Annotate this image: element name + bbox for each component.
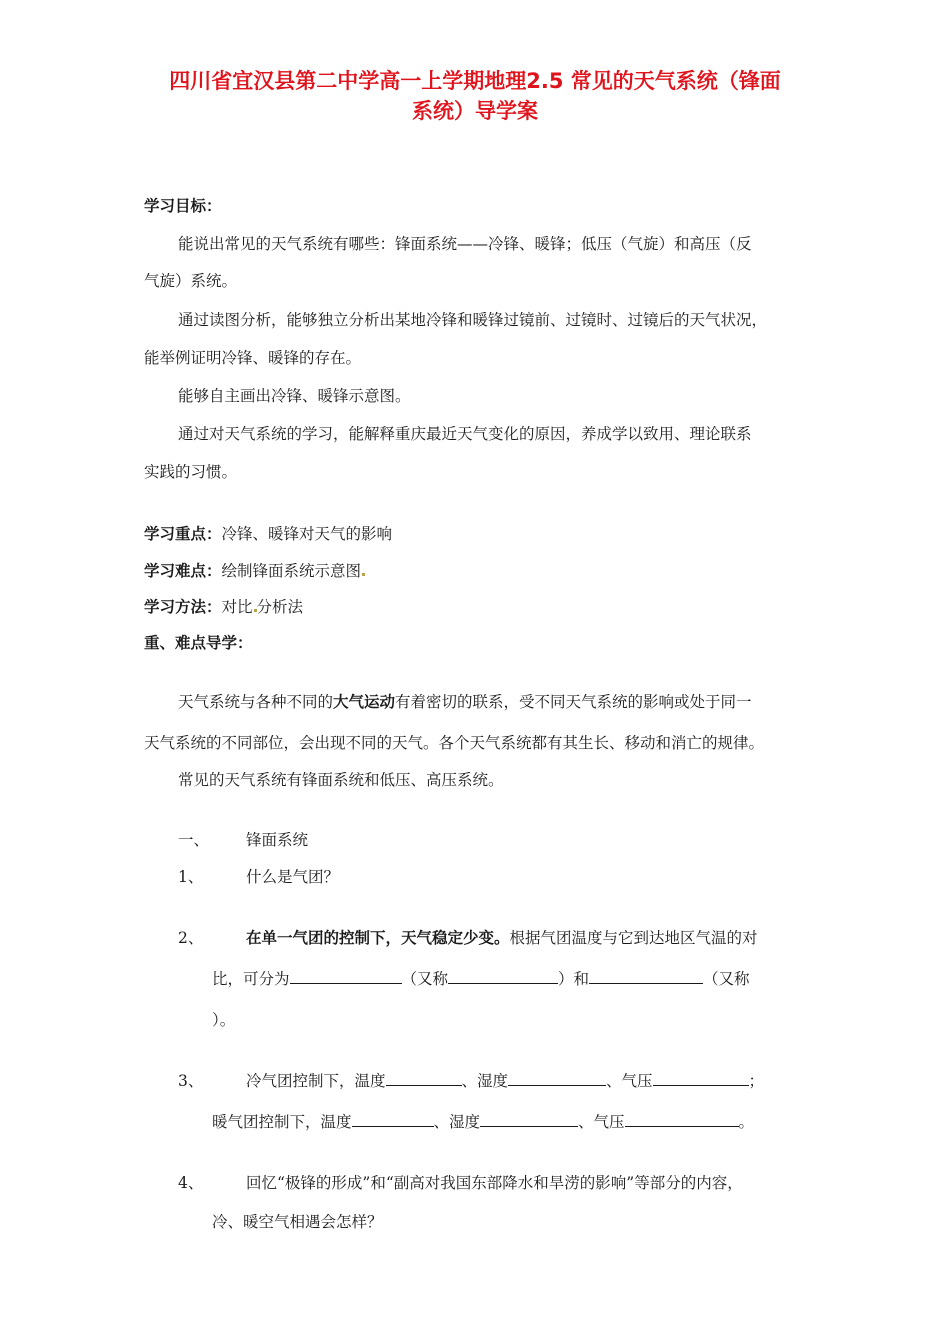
- question-2-line-2: [212, 969, 750, 989]
- title-line-2: 系统）导学案: [412, 99, 538, 123]
- question-3-line-1: [178, 1071, 764, 1091]
- question-4-text: 回忆“极锋的形成”和“副高对我国东部降水和旱涝的影响”等部分的内容，: [246, 1174, 743, 1192]
- q2-text-a: 比，可分为: [212, 970, 290, 988]
- objective-4-line-1: 通过对天气系统的学习，能解释重庆最近天气变化的原因，养成学以致用、理论联系: [178, 425, 752, 443]
- answer-blank[interactable]: [653, 1071, 749, 1086]
- question-4-line-1: [178, 1173, 743, 1193]
- answer-blank[interactable]: [448, 969, 558, 984]
- title-line-1: 四川省宜汉县第二中学高一上学期地理2.5 常见的天气系统（锋面: [169, 69, 781, 93]
- question-4-number: 4、: [178, 1174, 204, 1192]
- objective-1-line-1: 能说出常见的天气系统有哪些：锋面系统——冷锋、暖锋；低压（气旋）和高压（反: [178, 235, 752, 253]
- objectives-label: 学习目标：: [144, 197, 222, 215]
- intro-line-3: 常见的天气系统有锋面系统和低压、高压系统。: [178, 771, 504, 789]
- objective-2-line-2: 能举例证明冷锋、暖锋的存在。: [144, 349, 362, 367]
- intro-text-1: 天气系统与各种不同的: [178, 693, 334, 711]
- question-2-line-1: [178, 928, 758, 948]
- objective-2-line-1: 通过读图分析，能够独立分析出某地冷锋和暖锋过镜前、过镜时、过镜后的天气状况，: [178, 311, 768, 329]
- section-1-heading: [178, 830, 308, 850]
- difficulty-label: 学习难点：: [144, 562, 222, 580]
- method-label: 学习方法：: [144, 598, 222, 616]
- answer-blank[interactable]: [386, 1071, 462, 1086]
- key-point-text: 冷锋、暖锋对天气的影响: [221, 525, 393, 543]
- difficulty: [144, 561, 365, 581]
- method-text-b: 分析法: [256, 598, 304, 616]
- q3-cold-temp: 冷气团控制下，温度: [246, 1072, 386, 1090]
- question-1-number: 1、: [178, 868, 204, 886]
- section-1-number: 一、: [178, 831, 210, 849]
- q3-warm-humidity: 、湿度: [433, 1113, 481, 1131]
- question-2-number: 2、: [178, 929, 204, 947]
- answer-blank[interactable]: [480, 1112, 578, 1127]
- question-1-text: 什么是气团？: [246, 868, 340, 886]
- q3-line1-end: ；: [748, 1072, 765, 1090]
- answer-blank[interactable]: [625, 1112, 739, 1127]
- q2-text-b: （又称: [401, 970, 449, 988]
- q2-text-d: （又称: [703, 970, 750, 988]
- section-1-title: 锋面系统: [246, 831, 309, 849]
- question-2-text: 根据气团温度与它到达地区气温的对: [509, 929, 758, 947]
- question-3-line-2: [212, 1112, 754, 1132]
- answer-blank[interactable]: [290, 969, 402, 984]
- q3-line2-end: 。: [738, 1113, 755, 1131]
- q3-warm-temp: 暖气团控制下，温度: [212, 1113, 352, 1131]
- intro-line-1: [178, 692, 752, 712]
- intro-line-2: 天气系统的不同部位，会出现不同的天气。各个天气系统都有其生长、移动和消亡的规律。: [144, 734, 765, 752]
- objective-1-line-2: 气旋）系统。: [144, 272, 238, 290]
- key-point-label: 学习重点：: [144, 525, 222, 543]
- intro-bold: 大气运动: [333, 693, 396, 711]
- q2-text-c: ）和: [558, 970, 590, 988]
- question-2-line-3: ）。: [212, 1011, 236, 1029]
- question-3-number: 3、: [178, 1072, 204, 1090]
- difficulty-text: 绘制锋面系统示意图: [221, 562, 362, 580]
- question-1: [178, 867, 339, 887]
- key-point: [144, 524, 392, 544]
- answer-blank[interactable]: [352, 1112, 434, 1127]
- question-4-line-2: 冷、暖空气相遇会怎样？: [212, 1213, 383, 1231]
- answer-blank[interactable]: [589, 969, 703, 984]
- objective-4-line-2: 实践的习惯。: [144, 463, 238, 481]
- document-title: [120, 66, 830, 126]
- q3-cold-humidity: 、湿度: [461, 1072, 509, 1090]
- intro-text-2: 有着密切的联系，受不同天气系统的影响或处于同一: [395, 693, 752, 711]
- question-2-bold: 在单一气团的控制下，天气稳定少变。: [246, 929, 510, 947]
- answer-blank[interactable]: [508, 1071, 606, 1086]
- method-text-a: 对比: [221, 598, 253, 616]
- dot-mark: [362, 573, 365, 576]
- guide-label: 重、难点导学：: [144, 634, 253, 652]
- objective-3: 能够自主画出冷锋、暖锋示意图。: [178, 387, 411, 405]
- q3-warm-pressure: 、气压: [578, 1113, 625, 1131]
- method: [144, 597, 303, 617]
- q3-cold-pressure: 、气压: [606, 1072, 653, 1090]
